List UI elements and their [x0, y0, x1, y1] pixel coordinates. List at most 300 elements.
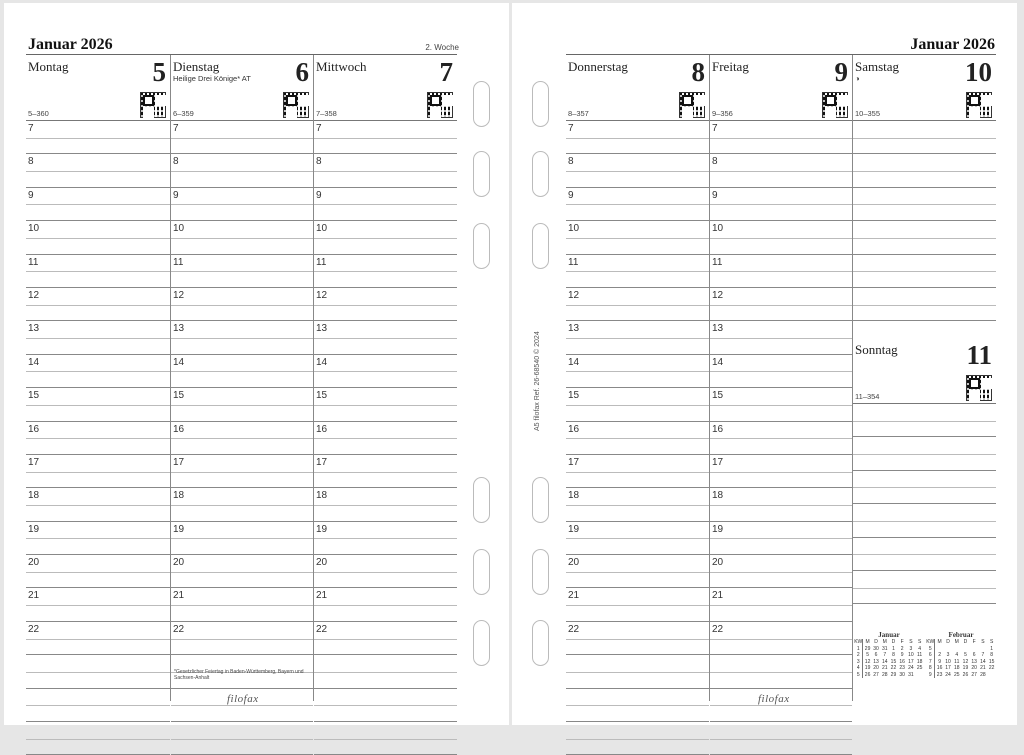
hour-label: 11	[712, 256, 723, 268]
qr-code-icon[interactable]	[283, 92, 309, 118]
mini-calendar-day: 25	[953, 671, 960, 678]
qr-code-icon[interactable]	[427, 92, 453, 118]
time-slot[interactable]	[566, 188, 709, 221]
qr-code-icon[interactable]	[966, 92, 992, 118]
time-slot[interactable]	[171, 154, 313, 187]
mini-calendar-weekday: KW	[854, 639, 863, 645]
day-header	[171, 55, 313, 121]
column-divider	[709, 55, 710, 701]
hour-label: 20	[712, 557, 724, 569]
time-slot[interactable]	[710, 188, 852, 221]
mini-calendar-day: 4	[918, 645, 921, 652]
hour-label: 17	[28, 456, 40, 468]
month-title-left: Januar 2026	[28, 36, 113, 53]
week-label: 2. Woche	[425, 43, 459, 52]
hour-label: 10	[568, 223, 580, 235]
mini-calendar-weekday: D	[874, 639, 878, 645]
mini-calendar-day: 1	[990, 645, 993, 652]
time-slot[interactable]	[853, 471, 996, 504]
day-column-freitag[interactable]	[710, 55, 852, 705]
time-slots	[566, 121, 709, 755]
mini-calendar-weekday: KW	[926, 639, 935, 645]
time-slot[interactable]	[566, 455, 709, 488]
mini-calendar-day: 10	[945, 658, 951, 665]
time-slot[interactable]	[853, 504, 996, 537]
mini-calendar-day: 18	[916, 658, 923, 665]
hour-label: 12	[28, 289, 40, 301]
time-slot[interactable]	[26, 288, 170, 321]
time-slot[interactable]	[710, 221, 852, 254]
ring-hole	[532, 151, 549, 197]
mini-calendar-title: Januar	[878, 631, 900, 639]
mini-calendar-januar	[854, 631, 924, 678]
time-slot[interactable]	[710, 388, 852, 421]
time-slots	[853, 404, 996, 604]
mini-calendar-weekday: D	[963, 639, 968, 645]
time-slot[interactable]	[853, 188, 996, 221]
time-slot[interactable]	[26, 488, 170, 521]
day-count: 10–355	[855, 109, 881, 118]
mini-calendar-day: 6	[874, 652, 878, 658]
mini-calendar-day: 23	[899, 665, 905, 671]
brand-logo-right: filofax	[758, 693, 790, 705]
time-slot[interactable]	[171, 588, 313, 621]
mini-calendar-day: 7	[926, 659, 935, 666]
mini-calendar-day: 14	[881, 658, 888, 665]
hour-label: 16	[568, 423, 580, 435]
hour-label: 17	[173, 456, 185, 468]
day-column-donnerstag[interactable]	[566, 55, 709, 705]
hour-label: 18	[316, 490, 328, 502]
hour-label: 8	[316, 156, 322, 168]
hour-label: 7	[173, 123, 179, 134]
time-slot[interactable]	[566, 255, 709, 288]
time-slot[interactable]	[314, 221, 457, 254]
mini-calendar-day: 11	[917, 652, 923, 658]
hour-label: 21	[173, 590, 185, 602]
hour-label: 7	[316, 123, 322, 134]
qr-code-icon[interactable]	[140, 92, 166, 118]
ring-hole	[473, 477, 490, 523]
mini-calendar-day: 7	[883, 652, 887, 658]
day-note: ◑	[855, 74, 860, 83]
mini-calendar-grid	[854, 639, 924, 678]
time-slot[interactable]	[566, 488, 709, 521]
column-divider	[170, 55, 171, 701]
mini-calendar-grid	[926, 639, 996, 678]
time-slot[interactable]	[853, 538, 996, 571]
day-count: 9–356	[712, 109, 733, 118]
day-number: 5	[152, 57, 166, 87]
mini-calendar-weekday: D	[946, 639, 950, 645]
ring-hole	[532, 81, 549, 127]
mini-calendar-day: 1	[892, 645, 895, 652]
hour-label: 15	[316, 390, 328, 402]
mini-calendar-day: 1	[854, 646, 863, 653]
hour-label: 19	[28, 523, 40, 535]
mini-calendar-day: 6	[926, 652, 935, 659]
mini-calendar-day: 13	[971, 658, 977, 665]
time-slot[interactable]	[314, 689, 457, 722]
time-slot[interactable]	[171, 321, 313, 354]
qr-code-icon[interactable]	[822, 92, 848, 118]
day-column-samstag[interactable]	[853, 55, 996, 338]
time-slot[interactable]	[314, 422, 457, 455]
time-slot[interactable]	[171, 221, 313, 254]
day-note: Heilige Drei Könige* AT	[173, 74, 251, 83]
hour-label: 7	[568, 123, 574, 134]
time-slot[interactable]	[314, 255, 457, 288]
mini-calendar-day: 5	[964, 652, 967, 658]
time-slot[interactable]	[171, 522, 313, 555]
hour-label: 9	[712, 189, 718, 201]
time-slot[interactable]	[26, 321, 170, 354]
hour-label: 14	[316, 356, 328, 368]
time-slot[interactable]	[314, 522, 457, 555]
ring-hole	[473, 151, 490, 197]
hour-label: 18	[173, 490, 185, 502]
time-slot[interactable]	[314, 154, 457, 187]
time-slot[interactable]	[710, 488, 852, 521]
hour-label: 10	[28, 223, 40, 235]
mini-calendar-day: 9	[926, 672, 935, 679]
mini-calendar-day: 27	[873, 671, 879, 678]
time-slot[interactable]	[314, 588, 457, 621]
time-slot[interactable]	[314, 622, 457, 655]
hour-label: 8	[712, 156, 718, 168]
day-header	[853, 338, 996, 404]
day-name: Montag	[28, 59, 69, 74]
time-slot[interactable]	[171, 455, 313, 488]
time-slot[interactable]	[26, 588, 170, 621]
hour-label: 11	[316, 256, 327, 268]
month-title-right: Januar 2026	[910, 36, 995, 53]
time-slot[interactable]	[566, 121, 709, 154]
time-slot[interactable]	[314, 321, 457, 354]
time-slot[interactable]	[314, 388, 457, 421]
mini-calendar-day: 25	[916, 665, 923, 671]
hour-label: 17	[568, 456, 580, 468]
time-slots	[314, 121, 457, 755]
mini-calendar	[854, 627, 996, 689]
mini-calendar-day: 21	[881, 665, 888, 671]
mini-calendar-day: 14	[980, 658, 986, 665]
hour-label: 13	[712, 323, 724, 335]
time-slot[interactable]	[566, 288, 709, 321]
time-slot[interactable]	[26, 388, 170, 421]
mini-calendar-day: 20	[971, 665, 977, 671]
hour-label: 8	[28, 156, 34, 168]
time-slot[interactable]	[710, 622, 852, 655]
hour-label: 12	[316, 289, 328, 301]
time-slot[interactable]	[853, 404, 996, 437]
time-slot[interactable]	[566, 522, 709, 555]
day-column-montag[interactable]	[26, 55, 170, 705]
brand-logo-left: filofax	[227, 693, 259, 705]
time-slot[interactable]	[853, 255, 996, 288]
mini-calendar-day: 31	[908, 671, 914, 678]
hour-label: 14	[712, 356, 724, 368]
time-slot[interactable]	[566, 154, 709, 187]
mini-calendar-day: 4	[955, 652, 959, 658]
mini-calendar-weekday: S	[989, 639, 994, 645]
mini-calendar-weekday: M	[954, 639, 959, 645]
time-slot[interactable]	[26, 722, 170, 755]
mini-calendar-day: 28	[980, 671, 986, 678]
day-header	[566, 55, 709, 121]
hour-label: 18	[712, 490, 724, 502]
time-slot[interactable]	[314, 655, 457, 688]
time-slot[interactable]	[710, 288, 852, 321]
time-slot[interactable]	[314, 555, 457, 588]
time-slot[interactable]	[566, 321, 709, 354]
hour-label: 20	[173, 557, 185, 569]
hour-label: 11	[28, 256, 39, 268]
hour-label: 8	[173, 156, 179, 168]
time-slot[interactable]	[314, 121, 457, 154]
hour-label: 12	[568, 289, 580, 301]
hour-label: 21	[28, 590, 40, 602]
time-slot[interactable]	[566, 588, 709, 621]
hour-label: 21	[568, 590, 580, 602]
mini-calendar-day: 2	[900, 645, 904, 652]
hour-label: 14	[28, 356, 40, 368]
time-slot[interactable]	[566, 722, 709, 755]
time-slots	[171, 121, 313, 755]
time-slot[interactable]	[171, 555, 313, 588]
hour-label: 15	[712, 390, 724, 402]
day-header	[853, 55, 996, 121]
day-name: Freitag	[712, 59, 749, 74]
right-page	[512, 3, 1017, 725]
mini-calendar-day: 11	[954, 658, 960, 665]
hour-label: 12	[173, 289, 185, 301]
day-column-sonntag[interactable]	[853, 338, 996, 620]
mini-calendar-day: 4	[854, 665, 863, 672]
time-slot[interactable]	[171, 255, 313, 288]
mini-calendar-day: 5	[926, 646, 935, 653]
time-slot[interactable]	[710, 422, 852, 455]
mini-calendar-day: 30	[873, 645, 879, 652]
hour-label: 16	[712, 423, 724, 435]
mini-calendar-weekday: M	[865, 639, 870, 645]
time-slot[interactable]	[314, 455, 457, 488]
time-slot[interactable]	[26, 622, 170, 655]
hour-label: 16	[316, 423, 328, 435]
hour-label: 18	[28, 490, 40, 502]
time-slots	[26, 121, 170, 755]
time-slot[interactable]	[26, 522, 170, 555]
time-slot[interactable]	[710, 321, 852, 354]
time-slot[interactable]	[26, 689, 170, 722]
mini-calendar-day: 3	[946, 652, 950, 658]
time-slot[interactable]	[171, 355, 313, 388]
time-slot[interactable]	[171, 622, 313, 655]
time-slot[interactable]	[171, 422, 313, 455]
ring-hole	[532, 549, 549, 595]
hour-label: 16	[28, 423, 40, 435]
time-slot[interactable]	[853, 571, 996, 604]
time-slot[interactable]	[171, 121, 313, 154]
time-slots	[710, 121, 852, 755]
mini-calendar-day: 13	[873, 658, 879, 665]
mini-calendar-day: 16	[899, 658, 905, 665]
mini-calendar-day: 8	[990, 652, 993, 658]
day-number: 10	[965, 57, 992, 87]
mini-calendar-day: 3	[909, 645, 913, 652]
hour-label: 14	[568, 356, 580, 368]
time-slot[interactable]	[171, 722, 313, 755]
time-slot[interactable]	[26, 455, 170, 488]
hour-label: 15	[568, 390, 580, 402]
time-slot[interactable]	[26, 154, 170, 187]
mini-calendar-day: 17	[945, 665, 951, 671]
hour-label: 19	[316, 523, 328, 535]
time-slot[interactable]	[566, 622, 709, 655]
day-number: 7	[439, 57, 453, 87]
day-header	[710, 55, 852, 121]
time-slot[interactable]	[710, 722, 852, 755]
hour-label: 21	[316, 590, 328, 602]
hour-label: 15	[173, 390, 185, 402]
time-slot[interactable]	[710, 455, 852, 488]
mini-calendar-day: 22	[890, 665, 897, 671]
mini-calendar-day: 20	[873, 665, 879, 671]
time-slot[interactable]	[26, 355, 170, 388]
time-slot[interactable]	[26, 188, 170, 221]
mini-calendar-day: 16	[936, 665, 943, 671]
mini-calendar-day: 6	[972, 652, 976, 658]
day-column-mittwoch[interactable]	[314, 55, 457, 705]
mini-calendar-day: 24	[945, 671, 951, 678]
time-slot[interactable]	[314, 722, 457, 755]
hour-label: 19	[712, 523, 724, 535]
ring-hole	[532, 223, 549, 269]
time-slot[interactable]	[710, 655, 852, 688]
mini-calendar-day: 31	[881, 645, 888, 652]
time-slot[interactable]	[314, 288, 457, 321]
time-slot[interactable]	[710, 154, 852, 187]
mini-calendar-day: 2	[938, 652, 941, 658]
qr-code-icon[interactable]	[966, 375, 992, 401]
mini-calendar-day: 17	[908, 658, 914, 665]
time-slot[interactable]	[171, 188, 313, 221]
hour-label: 14	[173, 356, 185, 368]
hour-label: 22	[173, 623, 185, 635]
hour-label: 10	[712, 223, 724, 235]
time-slot[interactable]	[853, 437, 996, 470]
mini-calendar-day: 7	[981, 652, 985, 658]
mini-calendar-day: 12	[962, 658, 969, 665]
qr-code-icon[interactable]	[679, 92, 705, 118]
time-slot[interactable]	[853, 121, 996, 154]
time-slot[interactable]	[566, 555, 709, 588]
time-slot[interactable]	[853, 221, 996, 254]
day-column-dienstag[interactable]	[171, 55, 313, 705]
time-slot[interactable]	[566, 655, 709, 688]
time-slot[interactable]	[26, 121, 170, 154]
day-number: 8	[691, 57, 705, 87]
day-name: Dienstag	[173, 59, 220, 74]
side-reference-text: A5 filofax Ref. 26-68540 © 2024	[534, 331, 541, 431]
hour-label: 20	[316, 557, 328, 569]
day-name: Sonntag	[855, 342, 898, 357]
day-header	[314, 55, 457, 121]
time-slot[interactable]	[710, 255, 852, 288]
time-slot[interactable]	[566, 689, 709, 722]
time-slot[interactable]	[314, 188, 457, 221]
mini-calendar-day: 12	[864, 658, 871, 665]
mini-calendar-weekday: D	[891, 639, 896, 645]
time-slot[interactable]	[171, 488, 313, 521]
column-divider	[313, 55, 314, 701]
mini-calendar-day: 26	[864, 671, 871, 678]
time-slot[interactable]	[853, 154, 996, 187]
hour-label: 20	[568, 557, 580, 569]
time-slot[interactable]	[26, 221, 170, 254]
mini-calendar-day	[987, 672, 996, 679]
mini-calendar-day: 29	[864, 645, 871, 652]
mini-calendar-day	[915, 672, 924, 679]
day-name: Mittwoch	[316, 59, 367, 74]
time-slot[interactable]	[26, 555, 170, 588]
hour-label: 22	[712, 623, 724, 635]
time-slot[interactable]	[566, 388, 709, 421]
time-slot[interactable]	[171, 288, 313, 321]
time-slot[interactable]	[566, 355, 709, 388]
time-slots	[853, 121, 996, 321]
hour-label: 9	[316, 189, 322, 201]
hour-label: 8	[568, 156, 574, 168]
time-slot[interactable]	[171, 388, 313, 421]
time-slot[interactable]	[566, 422, 709, 455]
hour-label: 13	[173, 323, 185, 335]
mini-calendar-day: 15	[988, 658, 995, 665]
mini-calendar-day: 2	[854, 652, 863, 659]
day-count: 7–358	[316, 109, 337, 118]
hour-label: 9	[28, 189, 34, 201]
mini-calendar-day: 18	[953, 665, 960, 671]
time-slot[interactable]	[853, 288, 996, 321]
hour-label: 10	[173, 223, 185, 235]
time-slot[interactable]	[26, 255, 170, 288]
ring-hole	[473, 223, 490, 269]
day-count: 8–357	[568, 109, 589, 118]
time-slot[interactable]	[710, 555, 852, 588]
time-slot[interactable]	[314, 488, 457, 521]
time-slot[interactable]	[26, 655, 170, 688]
time-slot[interactable]	[26, 422, 170, 455]
hour-label: 17	[712, 456, 724, 468]
time-slot[interactable]	[566, 221, 709, 254]
time-slot[interactable]	[710, 522, 852, 555]
day-header	[26, 55, 170, 121]
hour-label: 13	[316, 323, 328, 335]
time-slot[interactable]	[710, 355, 852, 388]
mini-calendar-day: 19	[864, 665, 871, 671]
hour-label: 22	[28, 623, 40, 635]
time-slot[interactable]	[314, 355, 457, 388]
hour-label: 13	[28, 323, 40, 335]
hour-label: 21	[712, 590, 724, 602]
mini-calendar-day: 8	[926, 665, 935, 672]
mini-calendar-day: 3	[854, 659, 863, 666]
time-slot[interactable]	[710, 588, 852, 621]
time-slot[interactable]	[710, 121, 852, 154]
ring-hole	[532, 477, 549, 523]
mini-calendar-day: 23	[936, 671, 943, 678]
mini-calendar-weekday: M	[937, 639, 942, 645]
